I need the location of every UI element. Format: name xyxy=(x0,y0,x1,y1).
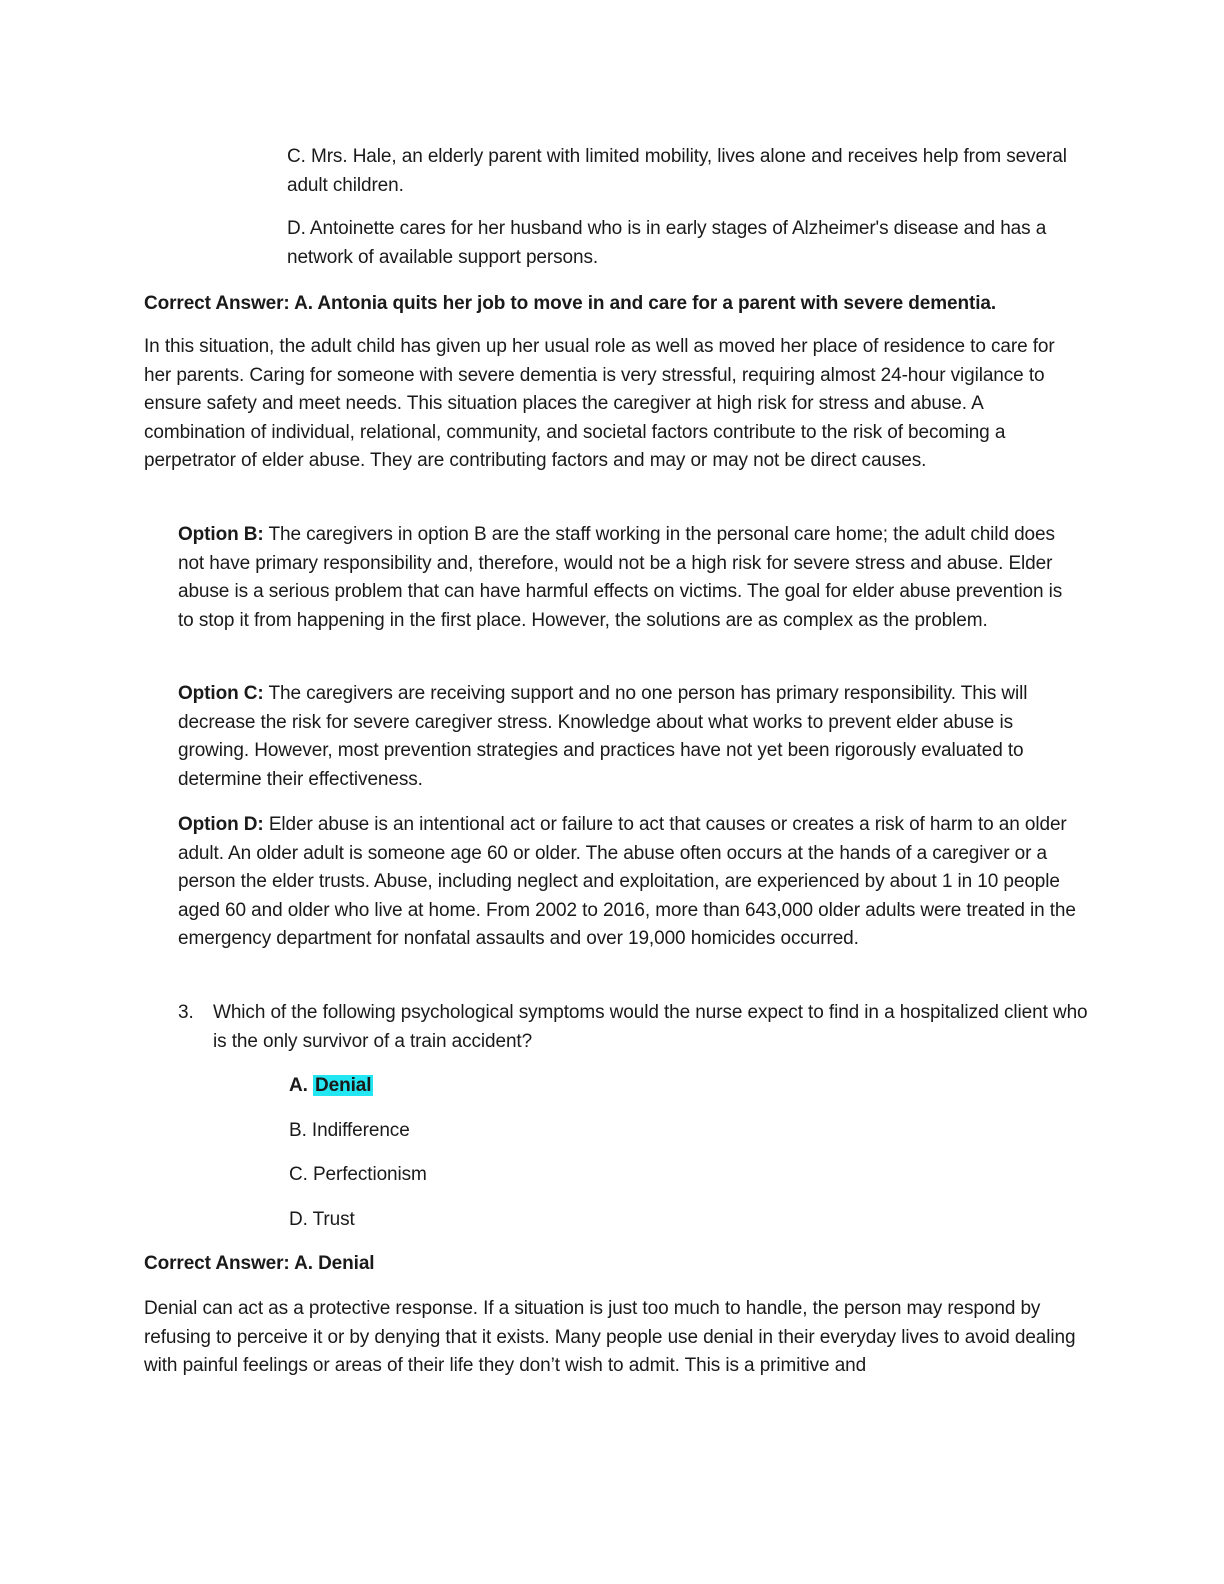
option-c-label: Option C: xyxy=(178,683,264,704)
q3-option-c: C. Perfectionism xyxy=(289,1164,427,1185)
prev-option-c: C. Mrs. Hale, an elderly parent with limited mobility, lives alone and receives help from several adult children. xyxy=(287,146,1067,196)
option-b-text: The caregivers in option B are the staff working in the personal care home; the adult child does not have primary responsibility and, therefore, would not be a high risk for severe stress and abuse. Elder abuse is a serious problem that can have harmful effects on victims. The goal for elder abuse prevention is to stop it from happening in the first place. However, the solutions are as complex as the problem. xyxy=(178,524,1063,631)
q2-option-d-rationale xyxy=(178,811,1078,954)
q2-correct-answer: Correct Answer: A. Antonia quits her job to move in and care for a parent with severe dementia. xyxy=(144,293,997,314)
q3-option-a xyxy=(289,1072,689,1101)
option-a-letter: A. xyxy=(289,1075,313,1096)
prev-option-d: D. Antoinette cares for her husband who is in early stages of Alzheimer's disease and has a network of available support persons. xyxy=(287,218,1047,268)
q3-correct-answer: Correct Answer: A. Denial xyxy=(144,1253,375,1274)
option-d-label: Option D: xyxy=(178,814,264,835)
option-a-highlighted-text: Denial xyxy=(314,1075,372,1096)
q2-explanation: In this situation, the adult child has given up her usual role as well as moved her place of residence to care for her parents. Caring for someone with severe dementia is very stressful, requiring almost 24-hour vigilance to ensure safety and meet needs. This situation places the caregiver at high risk for stress and abuse. A combination of individual, relational, community, and societal factors contribute to the risk of becoming a perpetrator of elder abuse. They are contributing factors and may or may not be direct causes. xyxy=(144,336,1055,472)
option-b-label: Option B: xyxy=(178,524,264,545)
q3-option-b: B. Indifference xyxy=(289,1120,410,1141)
q3-question xyxy=(178,999,1093,1057)
q3-explanation: Denial can act as a protective response. If a situation is just too much to handle, the person may respond by refusing to perceive it or by denying that it exists. Many people use denial in their everyday lives to avoid dealing with painful feelings or areas of their life they don’t wish to admit. This is a primitive and xyxy=(144,1298,1076,1377)
option-c-text: The caregivers are receiving support and no one person has primary responsibility. This will decrease the risk for severe caregiver stress. Knowledge about what works to prevent elder abuse is growing. However, most prevention strategies and practices have not yet been rigorously evaluated to determine their effectiveness. xyxy=(178,683,1028,790)
question-number: 3. xyxy=(178,1002,194,1023)
question-text: Which of the following psychological symptoms would the nurse expect to find in a hospitalized client who is the only survivor of a train accident? xyxy=(213,1002,1088,1052)
q2-option-c-rationale xyxy=(178,680,1078,794)
q3-option-d: D. Trust xyxy=(289,1209,355,1230)
option-d-text: Elder abuse is an intentional act or failure to act that causes or creates a risk of harm to an older adult. An older adult is someone age 60 or older. The abuse often occurs at the hands of a caregiver or a person the elder trusts. Abuse, including neglect and exploitation, are experienced by about 1 in 10 people aged 60 and older who live at home. From 2002 to 2016, more than 643,000 older adults were treated in the emergency department for nonfatal assaults and over 19,000 homicides occurred. xyxy=(178,814,1076,950)
q2-option-b-rationale xyxy=(178,521,1078,635)
